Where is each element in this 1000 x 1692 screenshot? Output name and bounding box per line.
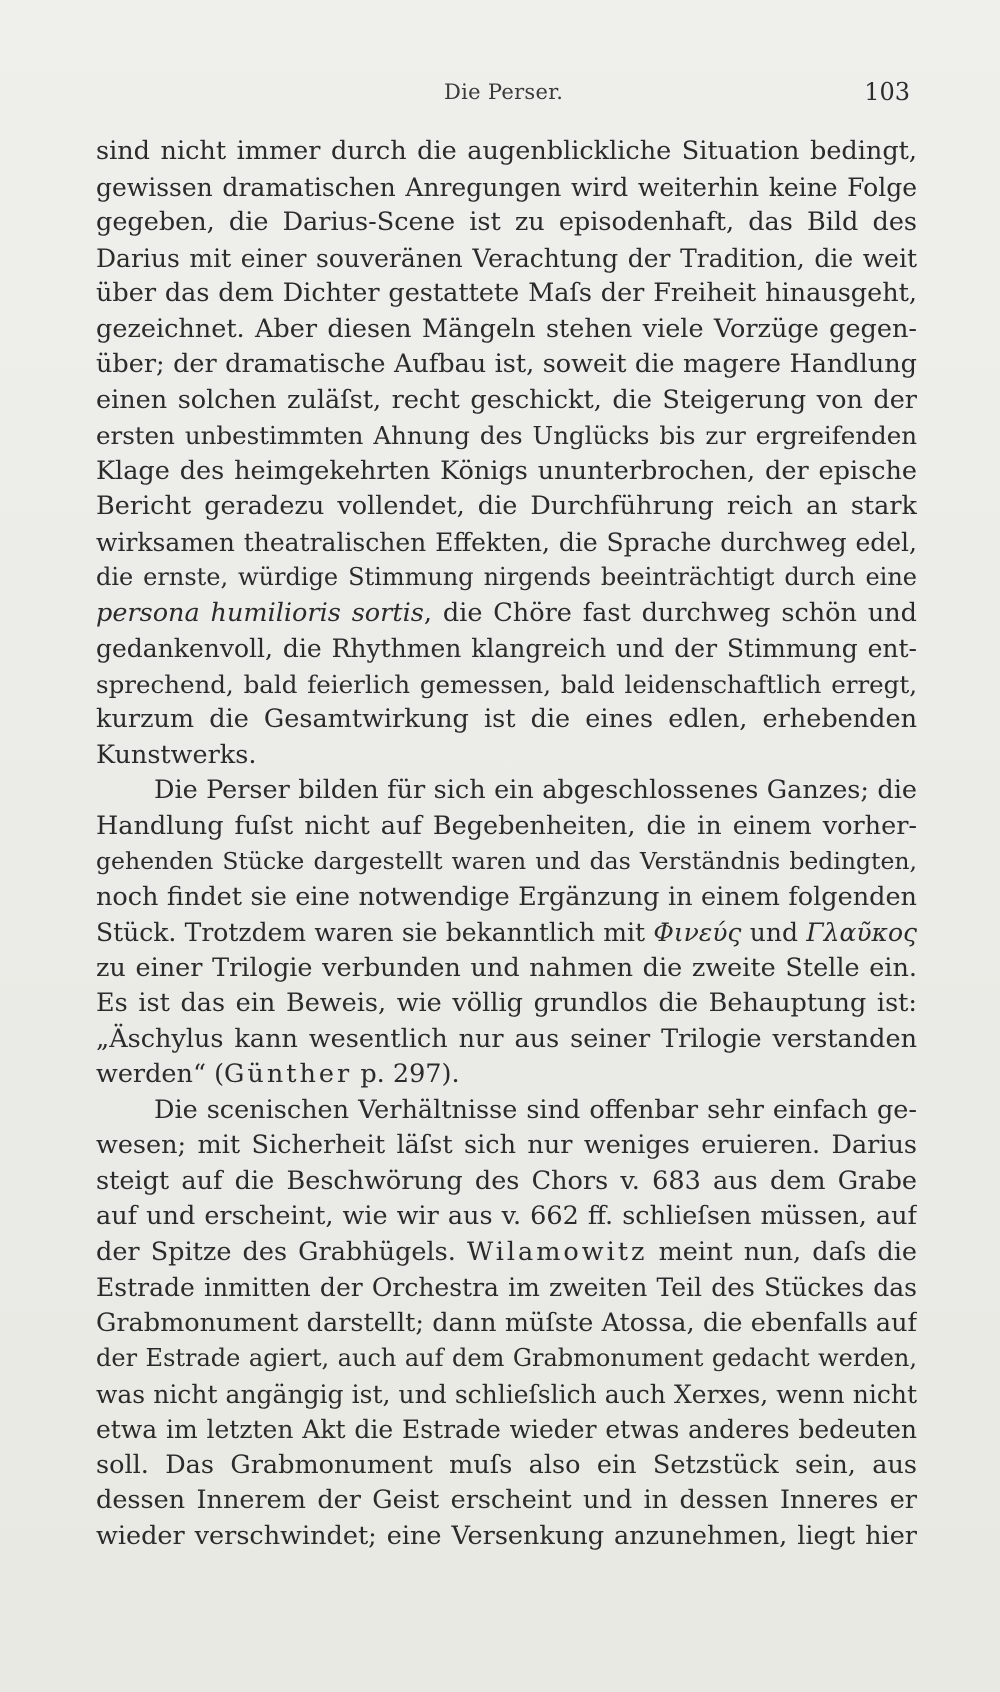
- body-text: [96, 134, 917, 1554]
- author-name: Wilamowitz: [466, 1236, 648, 1267]
- line-text: zu einer Trilogie verbunden und nahmen die zweite Stelle ein.: [96, 952, 917, 983]
- line-text: p. 297).: [352, 1059, 460, 1089]
- text-line: [96, 702, 917, 738]
- text-line: [96, 1199, 917, 1235]
- text-line: [96, 844, 917, 880]
- text-line: [96, 383, 917, 419]
- line-text: gehenden Stücke dargestellt waren und das Verständnis bedingten,: [96, 847, 917, 875]
- line-text: gewissen dramatischen Anregungen wird weiterhin keine Folge: [96, 172, 917, 202]
- text-line: [96, 1057, 917, 1093]
- line-text: meint nun, daſs die: [647, 1236, 917, 1267]
- line-text: Bericht geradezu vollendet, die Durchführung reich an stark: [96, 491, 917, 521]
- text-line: [96, 1022, 917, 1058]
- text-line: [96, 525, 917, 561]
- line-text: Stück. Trotzdem waren sie bekanntlich mit: [96, 918, 654, 947]
- line-text: auf und erscheint, wie wir aus v. 662 ff. schlieſsen müssen, auf: [96, 1201, 917, 1231]
- line-text: dessen Innerem der Geist erscheint und in dessen Inneres er: [96, 1485, 917, 1515]
- text-line: [96, 809, 917, 845]
- text-line: [96, 951, 917, 987]
- text-line: [96, 205, 917, 241]
- text-line: [96, 1306, 917, 1342]
- text-line: [96, 1448, 917, 1484]
- text-line: [96, 738, 917, 774]
- text-line: [96, 631, 917, 667]
- text-line: [96, 241, 917, 277]
- text-line: [96, 1377, 917, 1413]
- line-text: gezeichnet. Aber diesen Mängeln stehen viele Vorzüge gegen-: [96, 313, 917, 344]
- running-head: [0, 80, 1000, 110]
- line-text: Es ist das ein Beweis, wie völlig grundlos die Behauptung ist:: [96, 988, 917, 1018]
- line-text: Estrade inmitten der Orchestra im zweiten Teil des Stückes das: [96, 1273, 917, 1302]
- text-line: [96, 489, 917, 525]
- line-text: wesen; mit Sicherheit läſst sich nur weniges eruieren. Darius: [96, 1130, 917, 1160]
- text-line: [96, 418, 917, 454]
- line-text: Handlung fuſst nicht auf Begebenheiten, die in einem vorher-: [96, 810, 917, 841]
- text-line: [96, 1483, 917, 1519]
- text-line: [96, 1235, 917, 1271]
- line-text: ersten unbestimmten Ahnung des Unglücks bis zur ergreifenden: [96, 421, 917, 450]
- text-line: [96, 1412, 917, 1448]
- running-title: Die Perser.: [444, 80, 564, 104]
- line-text: Die scenischen Verhältnisse sind offenbar sehr einfach ge-: [154, 1094, 917, 1125]
- text-line: [96, 880, 917, 916]
- line-text: , die Chöre fast durchweg schön und: [423, 597, 917, 628]
- line-text: einen solchen zuläſst, recht geschickt, die Steigerung von der: [96, 384, 917, 415]
- line-text: Darius mit einer souveränen Verachtung der Tradition, die weit: [96, 243, 917, 273]
- line-text: der Spitze des Grabhügels.: [96, 1236, 467, 1267]
- author-name: Günther: [224, 1059, 353, 1089]
- text-line: [96, 170, 917, 206]
- line-text: Klage des heimgekehrten Königs ununterbrochen, der epische: [96, 455, 917, 486]
- text-line: [96, 312, 917, 348]
- line-text: sind nicht immer durch die augenblickliche Situation bedingt,: [96, 136, 917, 166]
- text-line: [96, 667, 917, 703]
- text-line: [96, 347, 917, 383]
- line-text: und: [741, 918, 807, 947]
- text-line: [96, 1128, 917, 1164]
- line-text: kurzum die Gesamtwirkung ist die eines edlen, erhebenden: [96, 704, 917, 734]
- line-text: was nicht angängig ist, und schlieſslich auch Xerxes, wenn nicht: [96, 1379, 917, 1409]
- line-text: sprechend, bald feierlich gemessen, bald leidenschaftlich erregt,: [96, 669, 917, 699]
- text-line: [96, 596, 917, 632]
- text-line: [96, 1519, 917, 1555]
- text-line: [96, 1270, 917, 1306]
- line-text: gedankenvoll, die Rhythmen klangreich und der Stimmung ent-: [96, 634, 917, 663]
- line-text: gegeben, die Darius-Scene ist zu episodenhaft, das Bild des: [96, 207, 917, 237]
- line-text: „Äschylus kann wesentlich nur aus seiner Trilogie verstanden: [96, 1023, 917, 1054]
- text-line: [96, 134, 917, 170]
- text-line: [96, 986, 917, 1022]
- line-text: steigt auf die Beschwörung des Chors v. 683 aus dem Grabe: [96, 1165, 917, 1196]
- text-line: [96, 773, 917, 809]
- line-text: der Estrade agiert, auch auf dem Grabmonument gedacht werden,: [96, 1344, 917, 1372]
- text-line: [96, 1164, 917, 1200]
- text-line: [96, 560, 917, 596]
- line-text: die ernste, würdige Stimmung nirgends beeinträchtigt durch eine: [96, 563, 917, 591]
- greek-title: Φινεύς: [653, 918, 742, 947]
- line-text: über; der dramatische Aufbau ist, soweit die magere Handlung: [96, 349, 917, 379]
- line-text: Die Perser bilden für sich ein abgeschlossenes Ganzes; die: [154, 775, 917, 805]
- line-text: soll. Das Grabmonument muſs also ein Setzstück sein, aus: [96, 1449, 917, 1480]
- line-text: Grabmonument darstellt; dann müſste Atossa, die ebenfalls auf: [96, 1307, 917, 1338]
- text-line: [96, 915, 917, 951]
- line-text: werden“ (: [96, 1059, 225, 1089]
- greek-title: Γλαῦκος: [806, 918, 917, 947]
- line-text: noch findet sie eine notwendige Ergänzung in einem folgenden: [96, 881, 917, 912]
- line-text: Kunstwerks.: [96, 739, 257, 770]
- page-number: 103: [864, 78, 910, 106]
- line-text: wieder verschwindet; eine Versenkung anzunehmen, liegt hier: [96, 1520, 917, 1551]
- line-text: über das dem Dichter gestattete Maſs der Freiheit hinausgeht,: [96, 278, 917, 308]
- italic-phrase: persona humilioris sortis: [96, 597, 424, 628]
- line-text: wirksamen theatralischen Effekten, die Sprache durchweg edel,: [96, 527, 917, 557]
- text-line: [96, 454, 917, 490]
- text-line: [96, 276, 917, 312]
- line-text: etwa im letzten Akt die Estrade wieder etwas anderes bedeuten: [96, 1415, 917, 1444]
- text-line: [96, 1093, 917, 1129]
- text-line: [96, 1341, 917, 1377]
